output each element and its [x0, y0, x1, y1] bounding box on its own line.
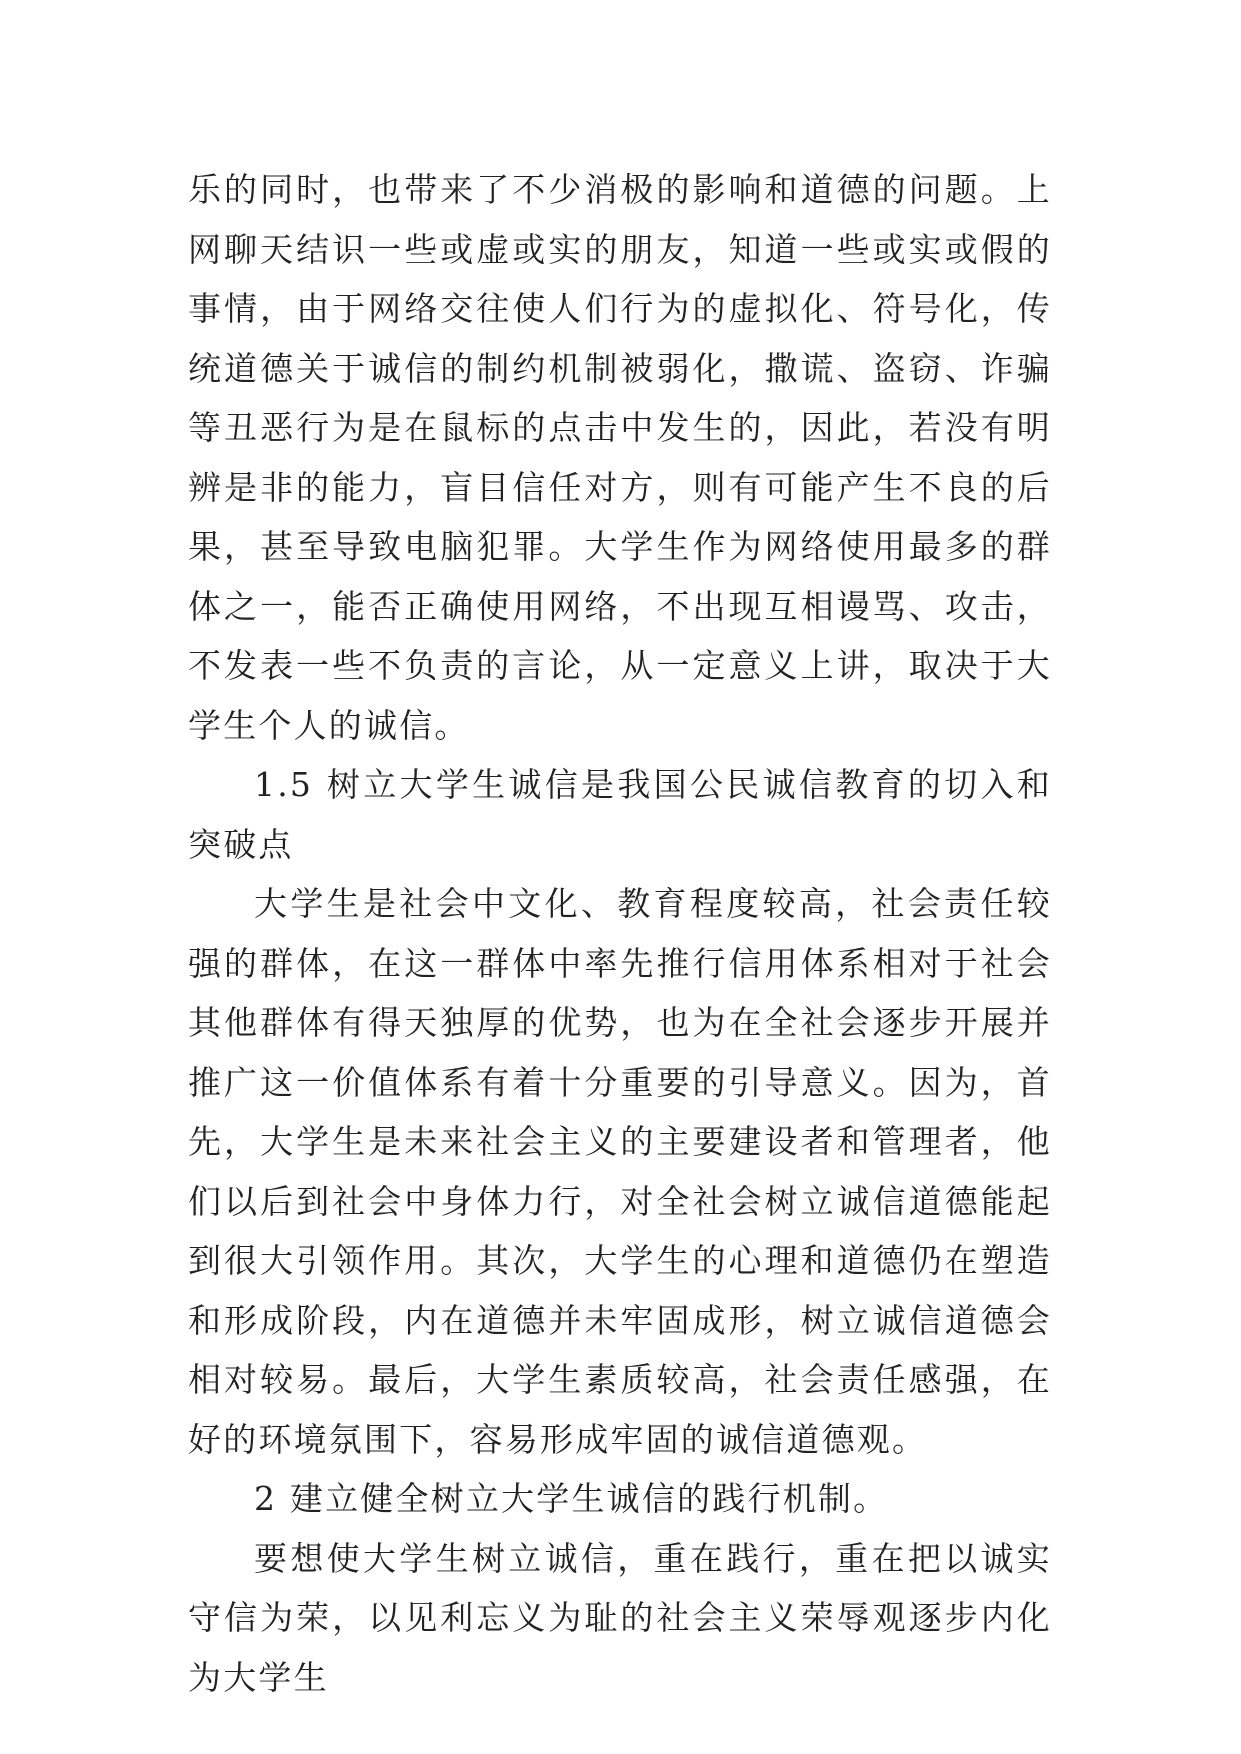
document-body: [188, 160, 1052, 1707]
paragraph-continuation: 乐的同时，也带来了不少消极的影响和道德的问题。上网聊天结识一些或虚或实的朋友，知道一些或实或假的事情，由于网络交往使人们行为的虚拟化、符号化，传统道德关于诚信的制约机制被弱化，撒谎、盗窃、诈骗等丑恶行为是在鼠标的点击中发生的，因此，若没有明辨是非的能力，盲目信任对方，则有可能产生不良的后果，甚至导致电脑犯罪。大学生作为网络使用最多的群体之一，能否正确使用网络，不出现互相谩骂、攻击，不发表一些不负责的言论，从一定意义上讲，取决于大学生个人的诚信。: [188, 170, 1052, 745]
paragraph: 大学生是社会中文化、教育程度较高，社会责任较强的群体，在这一群体中率先推行信用体系相对于社会其他群体有得天独厚的优势，也为在全社会逐步开展并推广这一价值体系有着十分重要的引导意义。因为，首先，大学生是未来社会主义的主要建设者和管理者，他们以后到社会中身体力行，对全社会树立诚信道德能起到很大引领作用。其次，大学生的心理和道德仍在塑造和形成阶段，内在道德并未牢固成形，树立诚信道德会相对较易。最后，大学生素质较高，社会责任感强，在好的环境氛围下，容易形成牢固的诚信道德观。: [188, 884, 1052, 1459]
section-heading-1-5: 1.5 树立大学生诚信是我国公民诚信教育的切入和突破点: [188, 765, 1052, 864]
section-heading-2: 2 建立健全树立大学生诚信的践行机制。: [254, 1479, 889, 1518]
paragraph: 要想使大学生树立诚信，重在践行，重在把以诚实守信为荣，以见利忘义为耻的社会主义荣辱观逐步内化为大学生: [188, 1538, 1052, 1697]
